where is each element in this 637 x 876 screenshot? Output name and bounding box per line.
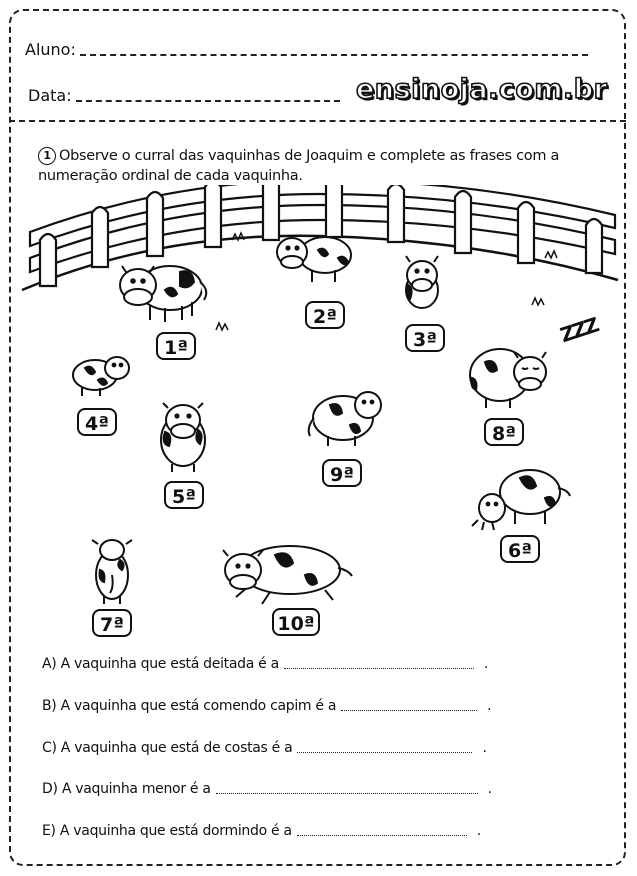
cow-label-4: 4ª bbox=[77, 408, 117, 436]
question-c bbox=[42, 740, 487, 756]
answer-blank[interactable] bbox=[341, 698, 477, 711]
answer-blank[interactable] bbox=[297, 740, 472, 753]
question-letter: D) bbox=[42, 781, 58, 797]
answer-blank[interactable] bbox=[216, 781, 478, 794]
activity-number: 1 bbox=[38, 147, 56, 165]
question-period: . bbox=[487, 781, 492, 797]
question-e bbox=[42, 823, 481, 839]
question-period: . bbox=[483, 656, 489, 672]
question-letter: A) bbox=[42, 656, 57, 672]
question-text: A vaquinha que está comendo capim é a bbox=[60, 698, 337, 714]
cow-label-2: 2ª bbox=[305, 301, 345, 329]
question-letter: E) bbox=[42, 823, 56, 839]
question-text: A vaquinha que está deitada é a bbox=[60, 656, 279, 672]
cow-label-1: 1ª bbox=[156, 332, 196, 360]
student-name-label: Aluno: bbox=[25, 40, 76, 59]
activity-instruction bbox=[38, 146, 608, 186]
cow-label-10: 10ª bbox=[272, 608, 320, 636]
question-d bbox=[42, 781, 492, 797]
question-period: . bbox=[482, 740, 487, 756]
cow-label-9: 9ª bbox=[322, 459, 362, 487]
question-a bbox=[42, 656, 488, 672]
sleep-zzz: ZZZ bbox=[557, 312, 601, 348]
question-letter: C) bbox=[42, 740, 57, 756]
cow-label-6: 6ª bbox=[500, 535, 540, 563]
answer-blank[interactable] bbox=[297, 823, 467, 836]
student-name-field[interactable] bbox=[80, 54, 588, 56]
question-period: . bbox=[476, 823, 481, 839]
site-logo: ensinoja.com.br bbox=[356, 74, 608, 105]
date-field[interactable] bbox=[76, 100, 340, 102]
header-divider bbox=[9, 120, 626, 122]
cow-label-8: 8ª bbox=[484, 418, 524, 446]
question-text: A vaquinha que está de costas é a bbox=[60, 740, 293, 756]
cow-label-5: 5ª bbox=[164, 481, 204, 509]
date-label: Data: bbox=[28, 86, 72, 105]
question-text: A vaquinha que está dormindo é a bbox=[59, 823, 292, 839]
question-text: A vaquinha menor é a bbox=[61, 781, 211, 797]
question-letter: B) bbox=[42, 698, 57, 714]
cow-label-7: 7ª bbox=[92, 609, 132, 637]
instruction-text: Observe o curral das vaquinhas de Joaquim e complete as frases com a numeração ordinal de cada vaquinha. bbox=[38, 148, 560, 184]
cow-label-3: 3ª bbox=[405, 324, 445, 352]
question-period: . bbox=[487, 698, 492, 714]
question-b bbox=[42, 698, 491, 714]
answer-blank[interactable] bbox=[284, 656, 474, 669]
